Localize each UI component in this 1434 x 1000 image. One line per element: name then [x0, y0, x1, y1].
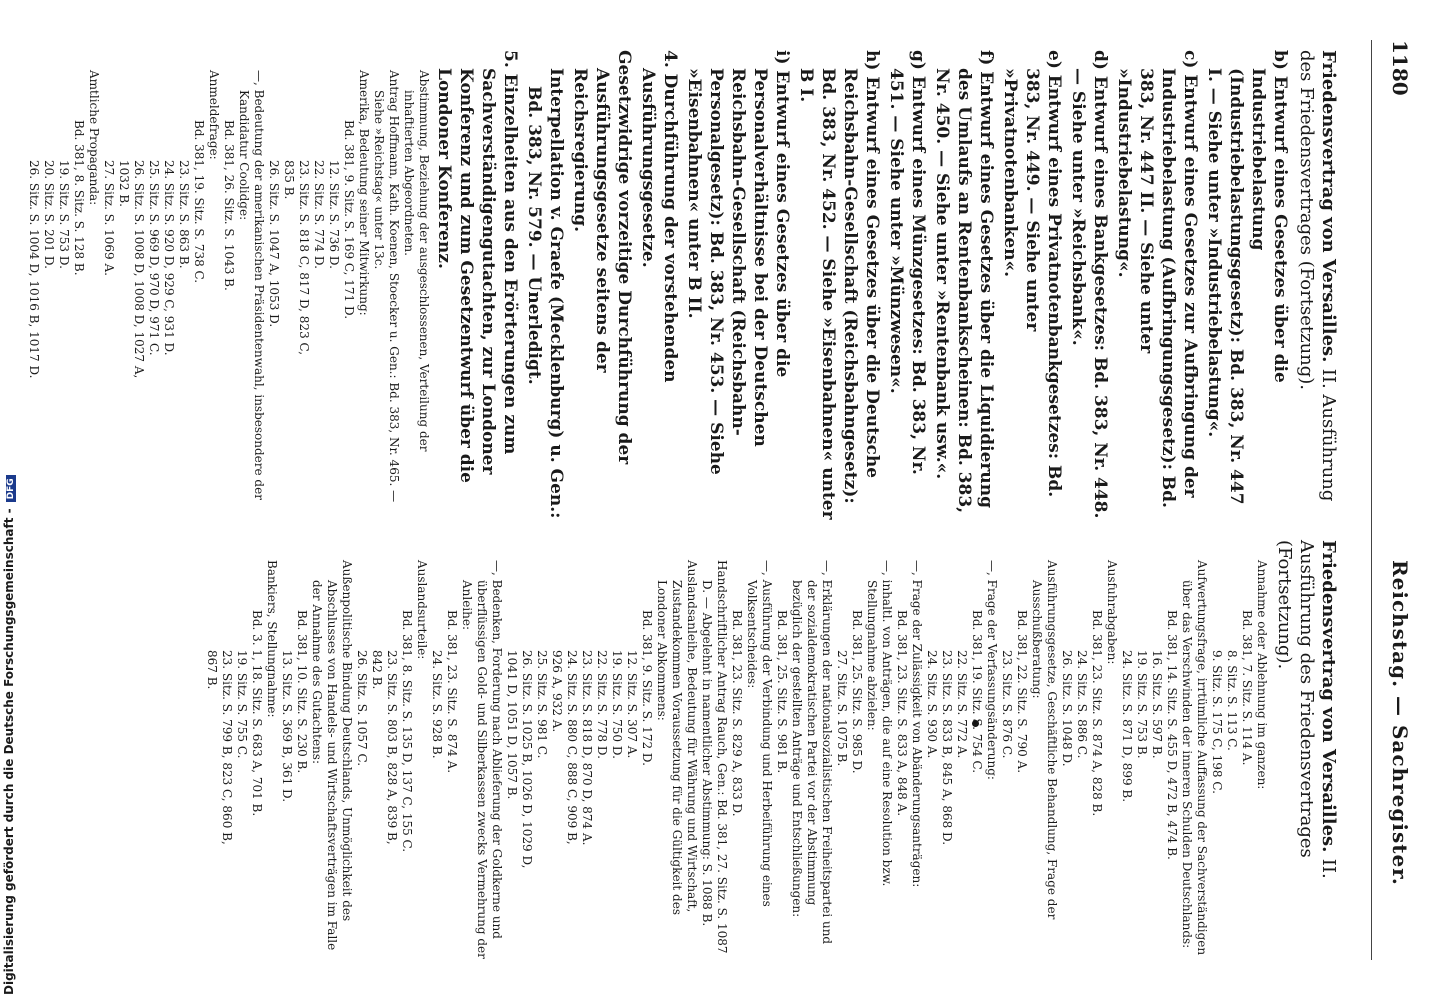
list-item: b) Entwurf eines Gesetzes über die Industriebelastung (Industriebelastungsgesetz): Bd. 383, Nr. 447 I. — Siehe unter »Industriebelastung«.: [1204, 50, 1290, 505]
right-heading: [1273, 540, 1339, 960]
index-line: 23. Sitz. S. 799 B, 823 C, 860 B,: [220, 650, 234, 845]
right-heading-title: Friedensvertrag von Versailles.: [1318, 540, 1339, 853]
index-line: Bd. 381, 7. Sitz. S. 114 A.: [1240, 610, 1254, 766]
index-line: Bd. 381, 23. Sitz. S. 833 A, 848 A.: [895, 610, 909, 817]
index-line: Bd. 381, 9. Sitz. S. 169 C, 171 D.: [342, 120, 356, 320]
index-line: 23. Sitz. S. 818 D, 870 D, 874 A.: [580, 650, 594, 846]
index-line: Bd. 381, 19. Sitz. S. 738 C.: [192, 120, 206, 284]
section-5-heading: 5. Einzelheiten aus den Erörterungen zum Sachverständigengutachten, zur Londoner Konferenz und zum Gesetzentwurf über die Londoner Konferenz.: [434, 50, 520, 483]
digitization-credit: [2, 475, 16, 995]
list-item: i) Entwurf eines Gesetzes über die Personalverhältnisse bei der Deutschen Reichsbahn-Gesellschaft (Reichsbahn-Personalgesetz): Bd. 383, Nr. 453. — Siehe »Eisenbahnen« unter B II.: [684, 50, 792, 475]
list-item: d) Entwurf eines Bankgesetzes: Bd. 383, Nr. 448. — Siehe unter »Reichsbank«.: [1068, 50, 1110, 519]
index-line: —, Frage der Verfassungsänderung:: [985, 560, 999, 780]
header-rule: [1371, 40, 1372, 960]
index-line: 24. Sitz. S. 880 C, 888 C, 909 B,: [565, 650, 579, 845]
index-line: Abstimmung, Beziehung der ausgeschlossenen, Verteilung der inhaftierten Abgeordneten.: [402, 70, 431, 452]
index-line: 22. Sitz. S. 772 A.: [955, 650, 969, 759]
index-line: 26. Sitz. S. 1025 B, 1026 D, 1029 D,: [520, 650, 534, 869]
index-line: 23. Sitz. S. 833 B, 845 A, 868 D.: [940, 650, 954, 846]
index-line: 26. Sitz. S. 1048 D.: [1060, 650, 1074, 767]
index-line: Bd. 381, 25. Sitz. S. 985 D.: [850, 610, 864, 774]
index-line: Handschriftlicher Antrag Rauch, Gen.: Bd. 381, 27. Sitz. S. 1087 D. — Abgelehnt in namentlicher Abstimmung: S. 1088 B.: [700, 560, 729, 954]
index-line: —, Erklärungen der nationalsozialistischen Freiheitspartei und der sozialdemokratischen Partei vor der Abstimmung bezüglich der gestellten Anträge und Entschließungen:: [790, 560, 834, 945]
index-line: 16. Sitz. S. 597 B.: [1150, 650, 1164, 759]
index-line: Außenpolitische Bindung Deutschlands, Unmöglichkeit des Abschlusses von Handels- und Wirtschaftsverträgen im Falle der Annahme des Gutachtens:: [310, 560, 354, 951]
index-line: 20. Sitz. S. 201 D.: [42, 160, 56, 269]
index-line: Aufwertungsfrage, irrtümliche Auffassung der Sachverständigen über das Verschwinden der inneren Schulden Deutschlands:: [1180, 560, 1209, 956]
index-line: —, Bedeutung der amerikanischen Präsidentenwahl, insbesondere der Kandidatur Coolidge:: [237, 70, 266, 500]
credit-text: Digitalisierung gefördert durch die Deutsche Forschungsgemeinschaft -: [2, 508, 16, 995]
index-line: 27. Sitz. S. 1069 A.: [102, 160, 116, 276]
index-line: Ausführungsgesetze, Geschäftliche Behandlung, Frage der Ausschußberatung:: [1030, 560, 1059, 920]
left-heading-suffix: II. Ausführung des Friedensvertrages (Fortsetzung).: [1296, 50, 1339, 502]
index-line: 23. Sitz. S. 818 C, 817 D, 823 C,: [297, 160, 311, 356]
index-line: —, Ausführung der Verbindung und Herbeiführung eines Volksentscheides:: [745, 560, 774, 907]
running-head: Reichstag. — Sachregister.: [1388, 560, 1412, 886]
list-item: g) Entwurf eines Münzgesetzes: Bd. 383, Nr. 451. — Siehe unter »Münzwesen«.: [886, 50, 928, 475]
index-line: Bd. 381, 22. Sitz. S. 790 A.: [1015, 610, 1029, 774]
index-line: Bd. 381, 9. Sitz. S. 172 D.: [640, 610, 654, 766]
index-line: Annahme oder Ablehnung im ganzen:: [1255, 560, 1269, 790]
index-line: Bd. 381, 8. Sitz. S. 128 B.: [72, 120, 86, 276]
index-line: 842 B.: [370, 650, 384, 690]
right-column: [204, 540, 1339, 960]
index-line: 24. Sitz. S. 920 D, 929 C, 931 D.: [162, 160, 176, 356]
left-heading: [1295, 50, 1339, 520]
index-line: Auslandsurteile:: [415, 560, 429, 660]
index-line: Bd. 381, 23. Sitz. S. 874 A, 828 B.: [1090, 610, 1104, 817]
index-line: 13. Sitz. S. 369 B, 361 D.: [280, 650, 294, 803]
section-4-ref: Interpellation v. Graefe (Mecklenburg) u. Gen.: Bd. 383, Nr. 579. — Unerledigt.: [524, 68, 566, 519]
list-item: h) Entwurf eines Gesetzes über die Deutsche Reichsbahn-Gesellschaft (Reichsbahngesetz): Bd. 383, Nr. 452. — Siehe »Eisenbahnen« unter B I.: [796, 50, 882, 520]
index-line: —, inhaltl. von Anträgen, die auf eine Resolution bzw. Stellungnahme abzielen:: [865, 560, 894, 887]
index-line: 23. Sitz. S. 876 C.: [1000, 650, 1014, 759]
left-heading-title: Friedensvertrag von Versailles.: [1318, 50, 1339, 363]
index-line: 26. Sitz. S. 1047 A, 1053 D.: [267, 160, 281, 328]
index-line: Bd. 381, 23. Sitz. S. 874 A.: [445, 610, 459, 774]
section-5-lines: [26, 50, 431, 520]
index-line: 19. Sitz. S. 753 D.: [57, 160, 71, 269]
index-line: Antrag Hoffmann, Kath. Koenen, Stoecker u. Gen.: Bd. 383, Nr. 465. — Siehe »Reichstag« unter 13c.: [372, 70, 401, 503]
index-line: 8. Sitz. S. 113 C.: [1225, 650, 1239, 751]
index-line: 25. Sitz. S. 981 C.: [535, 650, 549, 759]
section-4-heading: 4. Durchführung der vorstehenden Ausführungsgesetze.: [638, 50, 680, 383]
index-line: 835 B.: [282, 160, 296, 200]
index-line: 22. Sitz. S. 774 D.: [312, 160, 326, 269]
index-line: 24. Sitz. S. 930 A.: [925, 650, 939, 759]
index-line: —, Bedenken, Forderung nach Ablieferung der Goldkerne und überflüssigen Gold- und Silberkassen zwecks Vermehrung der Anleihe:: [460, 560, 504, 959]
index-line: 27. Sitz. S. 1075 B.: [835, 650, 849, 767]
index-line: Amerika, Bedeutung seiner Mitwirkung:: [357, 70, 371, 316]
right-column-lines: [204, 540, 1269, 960]
index-line: 1041 D, 1051 D, 1057 B.: [505, 650, 519, 800]
index-line: Bankiers, Stellungnahme:: [265, 560, 279, 718]
index-line: 26. Sitz. S. 1008 D, 1008 D, 1027 A,: [132, 160, 146, 379]
index-line: Auslandsanleihe, Bedeutung für Währung und Wirtschaft, Zustandekommen Voraussetzung für die Gültigkeit des Londoner Abkommens:: [655, 560, 699, 915]
index-line: Amtliche Propaganda:: [87, 70, 101, 206]
index-line: Bd. 381, 23. Sitz. S. 829 A, 833 D.: [730, 610, 744, 817]
right-heading-suffix: II. Ausführung des Friedensvertrages (Fortsetzung).: [1274, 540, 1339, 879]
page-number: 1180: [1388, 40, 1412, 96]
index-line: Bd. 381, 26. Sitz. S. 1043 B.: [222, 120, 236, 291]
index-line: 24. Sitz. S. 886 C.: [1075, 650, 1089, 759]
index-line: Bd. 381, 14. Sitz. S. 455 D, 472 B, 474 B.: [1165, 610, 1179, 860]
section-4-text: Gesetzwidrige vorzeitige Durchführung der Ausführungsgesetze seitens der Reichsregierung.: [570, 50, 634, 465]
index-line: 22. Sitz. S. 778 D.: [595, 650, 609, 759]
index-line: 1032 B.: [117, 160, 131, 207]
index-line: 12. Sitz. S. 736 D.: [327, 160, 341, 269]
index-line: 26. Sitz. S. 1057 C.: [355, 650, 369, 767]
index-line: 19. Sitz. S. 753 B.: [1135, 650, 1149, 759]
index-line: 26. Sitz. S. 1004 D, 1016 B, 1017 D.: [27, 160, 41, 379]
list-item: e) Entwurf eines Privatnotenbankgesetzes: Bd. 383, Nr. 449. — Siehe unter »Privatnotenbanken«.: [1000, 50, 1064, 498]
index-line: Ausfuhrabgaben:: [1105, 560, 1119, 665]
dfg-logo: DFG: [6, 475, 16, 502]
list-item: c) Entwurf eines Gesetzes zur Aufbringung der Industriebelastung (Aufbringungsgesetz): Bd. 383, Nr. 447 II. — Siehe unter »Industriebelastung«.: [1114, 50, 1200, 508]
index-line: 23. Sitz. S. 863 B.: [177, 160, 191, 269]
index-line: Bd. 381, 10. Sitz. S. 230 B.: [295, 610, 309, 774]
left-column: [26, 50, 1339, 520]
index-line: —, Frage der Zulässigkeit von Abänderungsanträgen:: [910, 560, 924, 888]
index-line: Bd. 381, 25. Sitz. S. 981 B.: [775, 610, 789, 774]
index-line: 12. Sitz. S. 307 A.: [625, 650, 639, 759]
index-line: 926 A, 932 A.: [550, 650, 564, 733]
index-line: Bd. 3. 1, 18. Sitz. S. 683 A, 701 B.: [250, 610, 264, 817]
index-line: Bd. 381, 8. Sitz. S. 135 D, 137 C, 155 C.: [400, 610, 414, 853]
index-line: 24. Sitz. S. 928 B.: [430, 650, 444, 759]
index-line: Bd. 381, 19. Sitz. S. 754 C.: [970, 610, 984, 774]
index-line: 23. Sitz. S. 803 B, 828 A, 839 B,: [385, 650, 399, 845]
index-line: 19. Sitz. S. 750 D.: [610, 650, 624, 759]
index-line: 24. Sitz. S. 871 D, 899 B.: [1120, 650, 1134, 803]
list-item: f) Entwurf eines Gesetzes über die Liquidierung des Umlaufs an Rentenbankscheinen: Bd. 383, Nr. 450. — Siehe unter »Rentenbank usw.«.: [932, 50, 996, 514]
index-line: 25. Sitz. S. 969 D, 970 D, 971 C.: [147, 160, 161, 356]
index-line: 867 B.: [205, 650, 219, 690]
index-line: 9. Sitz. S. 175 C, 198 C.: [1210, 650, 1224, 794]
index-line: Anmeldefrage:: [207, 70, 221, 160]
index-line: 19. Sitz. S. 755 C.: [235, 650, 249, 759]
